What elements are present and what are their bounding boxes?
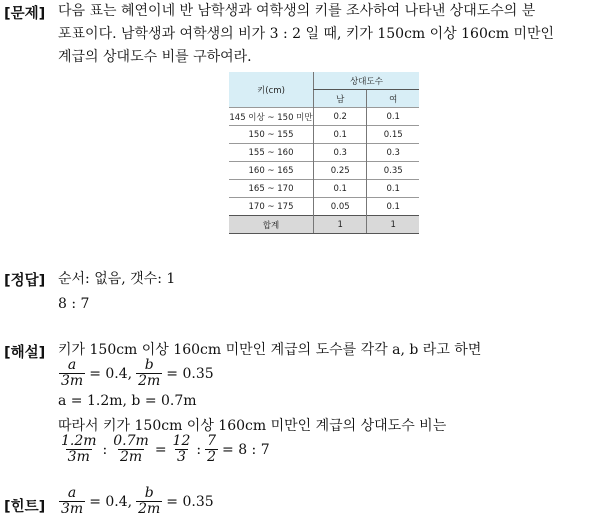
total-row: [229, 216, 419, 234]
problem-line-1: 다음 표는 혜연이네 반 남학생과 여학생의 키를 조사하여 나타낸 상대도수의 분: [58, 3, 536, 19]
female-cell: 0.15: [367, 126, 419, 144]
male-cell: 0.2: [314, 108, 367, 126]
table-row: [229, 108, 419, 126]
table-row: [229, 162, 419, 180]
table-row: [229, 198, 419, 216]
range-cell: 170 ~ 175: [229, 198, 314, 216]
male-cell: 0.1: [314, 126, 367, 144]
male-cell: 0.1: [314, 180, 367, 198]
table-row: [229, 180, 419, 198]
male-cell: 0.05: [314, 198, 367, 216]
explanation-equation-1: $\frac{a}{3m}$ = 0.4, $\frac{b}{2m}$ = 0.35: [61, 357, 214, 389]
range-cell: 160 ~ 165: [229, 162, 314, 180]
answer-line-1: 순서: 없음, 갯수: 1: [58, 271, 176, 287]
explanation-tag: [해설]: [4, 345, 46, 361]
fraction: $\frac{a}{3m}$: [61, 357, 84, 389]
problem-tag: [문제]: [4, 6, 46, 22]
male-header: 남: [314, 90, 367, 108]
female-cell: 0.35: [367, 162, 419, 180]
male-cell: 0.25: [314, 162, 367, 180]
range-cell: 155 ~ 160: [229, 144, 314, 162]
total-male: 1: [314, 216, 367, 234]
fraction: $\frac{0.7m}{2m}$: [113, 433, 149, 465]
problem-line-2: 포표이다. 남학생과 여학생의 비가 3 : 2 일 때, 키가 150cm 이상 160cm 미만인: [58, 26, 555, 42]
fraction: $\frac{b}{2m}$: [138, 485, 161, 517]
fraction: $\frac{a}{3m}$: [61, 485, 84, 517]
explanation-line-3: a = 1.2m, b = 0.7m: [58, 393, 197, 409]
table-row: [229, 126, 419, 144]
fraction: $\frac{1.2m}{3m}$: [61, 433, 97, 465]
range-cell: 150 ~ 155: [229, 126, 314, 144]
explanation-line-1: 키가 150cm 이상 160cm 미만인 계급의 도수를 각각 a, b 라고 하면: [58, 342, 482, 358]
problem-line-3: 계급의 상대도수 비를 구하여라.: [58, 49, 252, 65]
height-header: 키(cm): [257, 85, 285, 96]
relative-frequency-table: [229, 72, 419, 234]
problem-text: [58, 0, 586, 69]
fraction: $\frac{b}{2m}$: [138, 357, 161, 389]
fraction: $\frac{12}{3}$: [172, 433, 191, 465]
table-row: [229, 144, 419, 162]
relative-frequency-header: 상대도수: [314, 72, 420, 90]
female-cell: 0.1: [367, 108, 419, 126]
female-cell: 0.3: [367, 144, 419, 162]
explanation-equation-2: $\frac{1.2m}{3m}$ : $\frac{0.7m}{2m}$ = $\frac{12}{3}$ : $\frac{7}{2}$ = 8 : 7: [61, 433, 270, 465]
female-cell: 0.1: [367, 198, 419, 216]
female-cell: 0.1: [367, 180, 419, 198]
explanation-line-4: 따라서 키가 150cm 이상 160cm 미만인 계급의 상대도수 비는: [58, 418, 447, 434]
male-cell: 0.3: [314, 144, 367, 162]
answer-tag: [정답]: [4, 273, 46, 289]
answer-line-2: 8 : 7: [58, 296, 90, 312]
range-cell: 165 ~ 170: [229, 180, 314, 198]
hint-tag: [힌트]: [4, 499, 46, 515]
female-header: 여: [367, 90, 419, 108]
fraction: $\frac{7}{2}$: [207, 433, 217, 465]
total-female: 1: [367, 216, 419, 234]
total-label: 합계: [229, 216, 314, 234]
range-cell: 145 이상 ~ 150 미만: [229, 108, 314, 126]
hint-equation: $\frac{a}{3m}$ = 0.4, $\frac{b}{2m}$ = 0.35: [61, 485, 214, 517]
